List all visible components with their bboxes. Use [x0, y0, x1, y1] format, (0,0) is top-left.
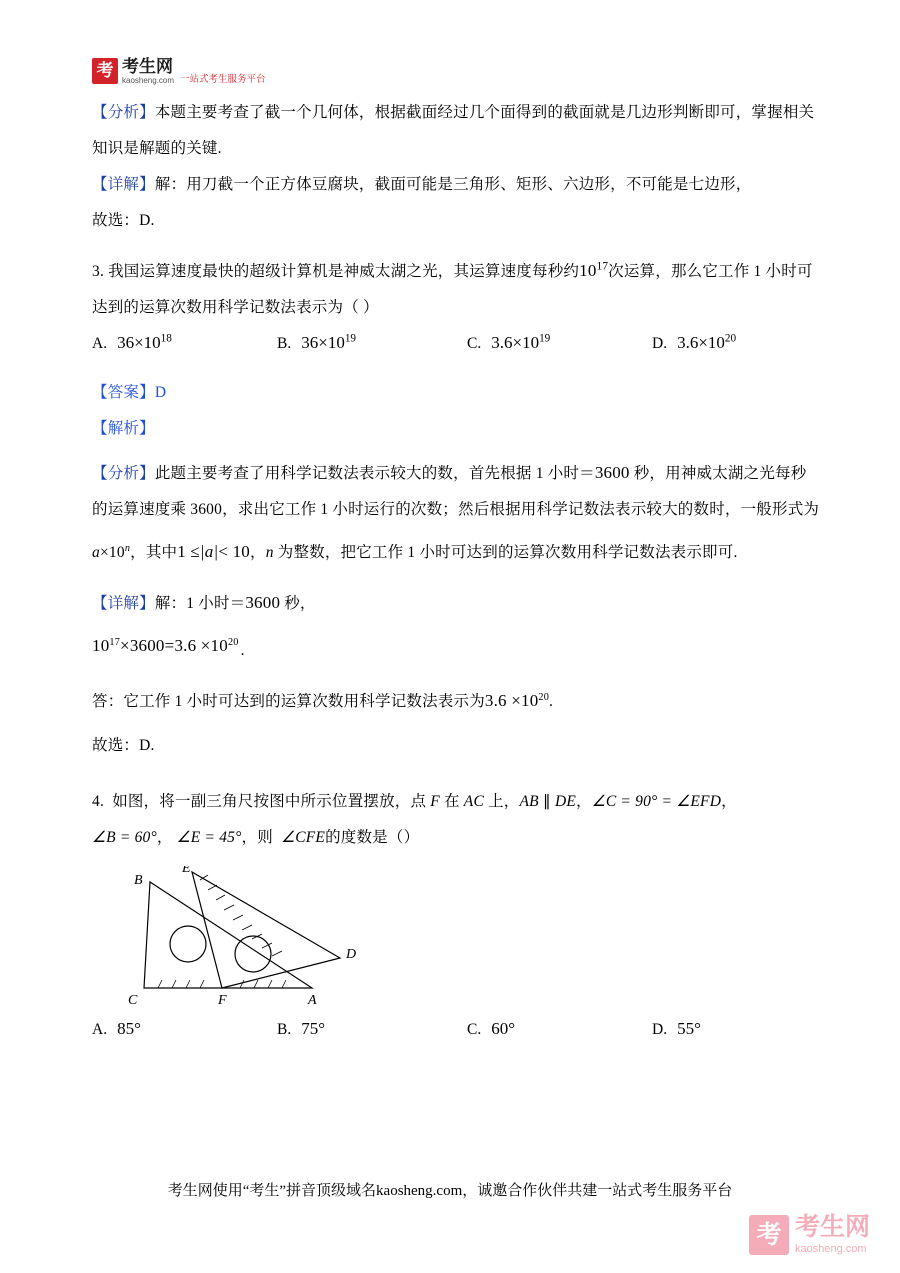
- q3-stem-part1: 我国运算速度最快的超级计算机是神威太湖之光，其运算速度每秒约: [108, 263, 580, 280]
- q4-figure: [122, 866, 452, 1006]
- watermark-text: [795, 1215, 870, 1255]
- q4-stem-tail: 的度数是（）: [325, 829, 420, 846]
- logo-slogan: 一站式考生服务平台: [180, 74, 266, 85]
- q4-option-c-label: C.: [467, 1021, 482, 1038]
- q3-calculation-line: [92, 628, 828, 669]
- detail-tag: 【详解】: [92, 595, 155, 612]
- watermark-name-cn: 考生网: [794, 1213, 870, 1241]
- q3-analysis-tail-b: 为整数，把它工作 1 小时可达到的运算次数用科学记数法表示即可.: [273, 544, 738, 561]
- q4-comma2: ，则: [241, 829, 273, 846]
- q3-option-d-label: D.: [652, 335, 668, 352]
- q3-analysis-a: a: [92, 544, 100, 561]
- q3-explain-line: [92, 411, 828, 447]
- q3-analysis-abs: |a|: [199, 542, 219, 561]
- q3-analysis-ineq1: 1 ≤: [177, 542, 200, 561]
- q3-opt-c-base: 10: [522, 333, 540, 352]
- q3-option-a-value: [117, 333, 172, 352]
- q3-opt-a-times: ×: [134, 333, 144, 352]
- q4-stem-line2: [92, 820, 828, 856]
- q3-calc-base1: 10: [92, 636, 110, 655]
- triangle-rulers-diagram: [122, 866, 452, 1006]
- analysis-tag: 【分析】: [92, 104, 155, 121]
- q3-opt-c-times: ×: [512, 333, 523, 352]
- q3-analysis-base10: 10: [108, 544, 125, 561]
- q3-calc-eq: =: [164, 636, 175, 655]
- choose-text: 故选：D.: [92, 212, 155, 229]
- analysis-tag: 【分析】: [92, 465, 155, 482]
- q4-seg-AC: AC: [463, 793, 485, 810]
- q3-analysis-l1c: 秒，用神威太湖之光每秒: [629, 465, 807, 482]
- q4-option-d[interactable]: [652, 1012, 822, 1047]
- watermark-name-en: kaosheng.com: [794, 1243, 867, 1255]
- ruler-hole-right: [235, 936, 271, 972]
- q3-answer-sentence-a: 答：它工作 1 小时可达到的运算次数用科学记数法表示为: [92, 693, 485, 710]
- q4-stem-e: ，: [721, 793, 737, 810]
- footer-note: [0, 1179, 900, 1200]
- q3-options-row: [92, 326, 828, 361]
- q4-option-d-label: D.: [652, 1021, 668, 1038]
- footer-text-b: ，诚邀合作伙伴共建一站式考生服务平台: [462, 1183, 733, 1199]
- q3-power-exp: 17: [596, 260, 609, 273]
- q4-option-c[interactable]: [467, 1012, 652, 1047]
- q3-analysis-tail-a: ，: [250, 544, 266, 561]
- hatch-marks-ED: [200, 875, 282, 956]
- q3-detail-l1c: 秒，: [280, 595, 316, 612]
- q4-seg-AB: AB: [519, 793, 539, 810]
- watermark-mark-icon: 考: [749, 1215, 789, 1255]
- q3-analysis-ineq2: < 10: [218, 542, 251, 561]
- q3-analysis-l2a: 的运算速度乘: [92, 501, 191, 518]
- q4-angle-condition: ∠C = 90° = ∠EFD: [591, 793, 722, 810]
- q3-detail-3600: 3600: [245, 593, 281, 612]
- q4-option-a-label: A.: [92, 1021, 108, 1038]
- q3-stem-line1: [92, 253, 828, 290]
- q4-stem-a: 如图，将一副三角尺按图中所示位置摆放，点: [112, 793, 431, 810]
- q3-opt-a-exp: 18: [160, 332, 172, 345]
- q3-option-a-label: A.: [92, 335, 108, 352]
- q3-answer-sentence-exp: 20: [538, 691, 550, 703]
- q3-stem-power: [579, 261, 608, 280]
- q3-opt-b-base: 10: [327, 333, 345, 352]
- q3-opt-b-times: ×: [318, 333, 328, 352]
- q3-opt-b-coef: 36: [301, 333, 319, 352]
- q4-option-d-value: 55°: [677, 1019, 701, 1038]
- q4-stem-line1: [92, 784, 828, 820]
- q3-analysis-l2c: ，求出它工作 1 小时运行的次数；然后根据用科学记数法表示较大的数时，一般形式为: [222, 501, 820, 518]
- q3-calc-times: ×: [120, 636, 130, 655]
- q4-option-c-value: 60°: [491, 1019, 516, 1038]
- q4-point-F: F: [430, 793, 440, 810]
- q3-opt-d-coef: 3.6: [677, 333, 699, 352]
- label-E: E: [182, 866, 191, 876]
- q3-opt-a-base: 10: [143, 333, 161, 352]
- watermark-logo: [749, 1215, 870, 1255]
- q3-opt-b-exp: 19: [344, 332, 357, 345]
- q4-stem-d: ，: [576, 793, 592, 810]
- q2-detail-line: [92, 167, 828, 203]
- q3-calc-mult: 3600: [129, 636, 165, 655]
- q3-analysis-line3: [92, 534, 828, 571]
- q4-option-b-value: 75°: [301, 1019, 326, 1038]
- q3-option-b[interactable]: [277, 326, 467, 361]
- document-content: [92, 95, 828, 1047]
- q3-analysis-line2: [92, 492, 828, 528]
- q2-analysis-line1: [92, 95, 828, 131]
- q3-opt-d-base: 10: [707, 333, 725, 352]
- q3-option-d-value: [677, 333, 736, 352]
- q4-angle-B: ∠B = 60°: [92, 829, 157, 846]
- footer-domain: kaosheng.com: [376, 1183, 463, 1199]
- q3-opt-c-exp: 19: [539, 332, 551, 345]
- q3-option-c[interactable]: [467, 326, 652, 361]
- label-A: A: [308, 993, 317, 1006]
- q4-option-a[interactable]: [92, 1012, 277, 1047]
- q4-number: 4.: [92, 793, 105, 810]
- q3-stem-line2-text: 达到的运算次数用科学记数法表示为（ ）: [92, 299, 379, 316]
- q3-choose-text: 故选：D.: [92, 737, 155, 754]
- answer-value: D: [154, 384, 167, 401]
- q4-angle-E: ∠E = 45°: [176, 829, 242, 846]
- q2-analysis-line2: [92, 131, 828, 167]
- q3-stem-line2: [92, 290, 828, 326]
- q2-choose-line: [92, 203, 828, 239]
- analysis-text: 本题主要考查了截一个几何体，根据截面经过几个面得到的截面就是几边形判断即可，掌握相关: [154, 104, 815, 121]
- q3-option-b-value: [301, 333, 356, 352]
- q3-opt-c-coef: 3.6: [491, 333, 513, 352]
- q4-option-b-label: B.: [277, 1021, 292, 1038]
- footer-text-a: 考生网使用“考生”拼音顶级域名: [167, 1183, 377, 1199]
- answer-tag: 【答案】: [92, 384, 155, 401]
- q3-analysis-l1a: 此题主要考查了用科学记数法表示较大的数，首先根据 1 小时＝: [154, 465, 595, 482]
- q3-analysis-n: n: [265, 544, 274, 561]
- q4-comma1: ，: [156, 829, 173, 846]
- q3-stem-part2: 次运算，那么它工作 1 小时可: [608, 263, 813, 280]
- q4-option-b[interactable]: [277, 1012, 467, 1047]
- q3-option-c-value: [491, 333, 550, 352]
- q3-choose-line: [92, 728, 828, 764]
- q3-analysis-times: ×: [99, 544, 109, 561]
- label-C: C: [128, 993, 138, 1006]
- explain-tag: 【解析】: [92, 420, 155, 437]
- ruler-hole-left: [170, 926, 206, 962]
- logo-mark-icon: 考: [92, 58, 118, 84]
- q3-answer-sentence: [92, 683, 828, 720]
- label-B: B: [134, 873, 143, 888]
- detail-tag: 【详解】: [92, 176, 155, 193]
- q3-number: 3.: [92, 263, 105, 280]
- q4-options-row: [92, 1012, 828, 1047]
- triangle-EFD: [192, 872, 340, 988]
- detail-text: 解：用刀截一个正方体豆腐块，截面可能是三角形、矩形、六边形，不可能是七边形，: [154, 176, 752, 193]
- q3-analysis-mid: ，其中: [130, 544, 178, 561]
- q3-option-d[interactable]: [652, 326, 822, 361]
- q3-answer-sentence-c: .: [549, 693, 554, 710]
- q3-opt-d-times: ×: [698, 333, 708, 352]
- q3-opt-d-exp: 20: [724, 332, 737, 345]
- q3-calc-exp2: 20: [227, 636, 239, 648]
- q3-analysis-line1: [92, 455, 828, 492]
- label-F: F: [218, 993, 227, 1006]
- q4-angle-CFE: ∠CFE: [281, 829, 326, 846]
- q3-option-a[interactable]: [92, 326, 277, 361]
- q3-option-b-label: B.: [277, 335, 292, 352]
- q3-analysis-expn: n: [124, 542, 131, 554]
- q3-calc-period: .: [240, 642, 245, 659]
- q3-option-c-label: C.: [467, 335, 482, 352]
- q3-power-base: 10: [579, 261, 597, 280]
- analysis-text-cont: 知识是解题的关键.: [92, 140, 222, 157]
- label-D: D: [346, 947, 357, 962]
- logo-name-en: kaosheng.com: [122, 76, 175, 85]
- q3-answer-sentence-value: 3.6 ×10: [484, 691, 539, 710]
- q3-detail-l1a: 解：1 小时＝: [154, 595, 246, 612]
- q4-stem-b: 在: [439, 793, 464, 810]
- q4-seg-DE: DE: [554, 793, 577, 810]
- q3-analysis-3600: 3600: [594, 463, 630, 482]
- logo-text: [122, 58, 174, 85]
- q4-option-a-value: 85°: [117, 1019, 141, 1038]
- q3-opt-a-coef: 36: [117, 333, 135, 352]
- logo-name-cn: 考生网: [122, 57, 173, 76]
- q3-answer-line: [92, 375, 828, 411]
- q3-detail-line1: [92, 585, 828, 622]
- q3-analysis-l2-3600: 3600: [190, 501, 223, 518]
- q3-calc-exp1: 17: [109, 636, 121, 648]
- site-logo: [92, 58, 266, 85]
- q4-parallel-symbol: ∥: [542, 793, 551, 810]
- q3-calc-base2: 3.6 ×10: [174, 636, 228, 655]
- q4-stem-c: 上，: [484, 793, 520, 810]
